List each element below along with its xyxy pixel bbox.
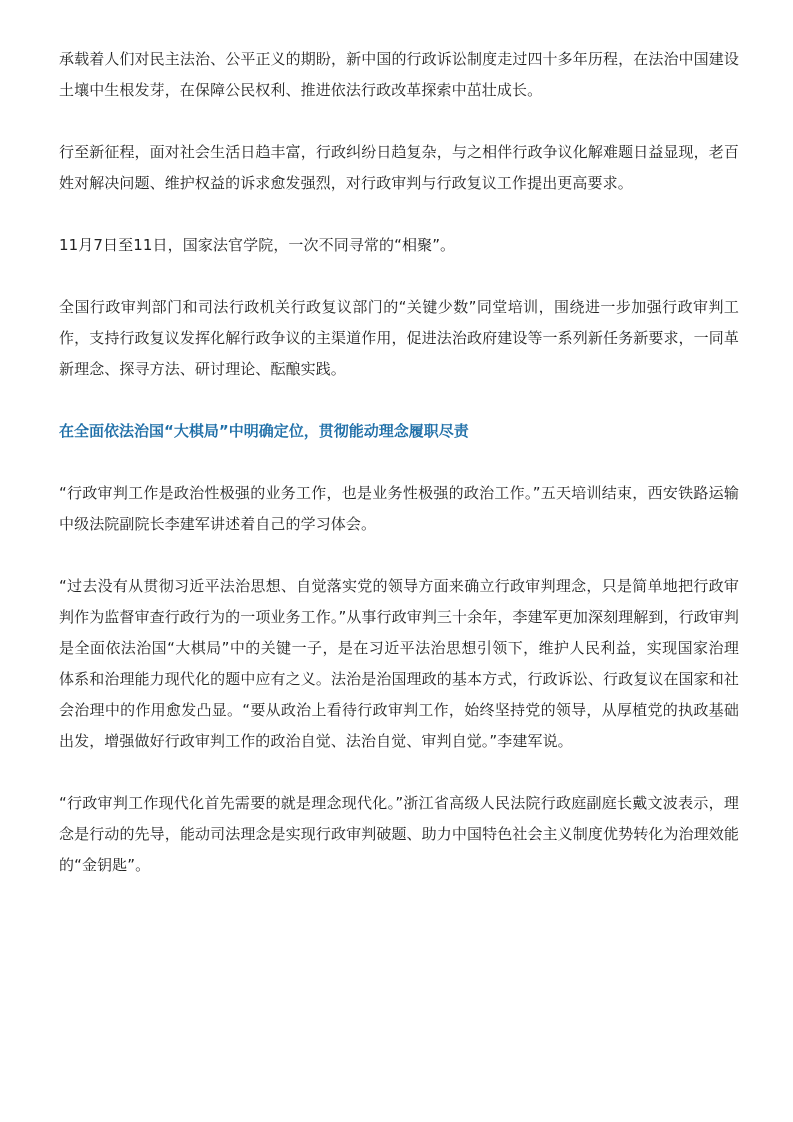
paragraph-intro: 承载着人们对民主法治、公平正义的期盼，新中国的行政诉讼制度走过四十多年历程，在法治中国建设土壤中生根发芽，在保障公民权利、推进依法行政改革探索中茁壮成长。 (59, 50, 739, 99)
paragraph-date: 11月7日至11日，国家法官学院，一次不同寻常的“相聚”。 (59, 236, 456, 254)
paragraph-training: 全国行政审判部门和司法行政机关行政复议部门的“关键少数”同堂培训，围绕进一步加强行政审判工作，支持行政复议发挥化解行政争议的主渠道作用，促进法治政府建设等一系列新任务新要求，一同革新理念、探寻方法、研讨理论、酝酿实践。 (59, 298, 739, 378)
section-heading: 在全面依法治国“大棋局”中明确定位，贯彻能动理念履职尽责 (59, 422, 469, 440)
article-body (59, 44, 739, 881)
paragraph-quote-li: “行政审判工作是政治性极强的业务工作，也是业务性极强的政治工作。”五天培训结束，西安铁路运输中级法院副院长李建军讲述着自己的学习体会。 (59, 484, 739, 533)
paragraph-quote-dai: “行政审判工作现代化首先需要的就是理念现代化。”浙江省高级人民法院行政庭副庭长戴文波表示，理念是行动的先导，能动司法理念是实现行政审判破题、助力中国特色社会主义制度优势转化为治理效能的“金钥匙”。 (59, 794, 739, 874)
paragraph-new-journey: 行至新征程，面对社会生活日趋丰富，行政纠纷日趋复杂，与之相伴行政争议化解难题日益显现，老百姓对解决问题、维护权益的诉求愈发强烈，对行政审判与行政复议工作提出更高要求。 (59, 143, 739, 192)
paragraph-li-reflection: “过去没有从贯彻习近平法治思想、自觉落实党的领导方面来确立行政审判理念，只是简单地把行政审判作为监督审查行政行为的一项业务工作。”从事行政审判三十余年，李建军更加深刻理解到，行政审判是全面依法治国“大棋局”中的关键一子，是在习近平法治思想引领下，维护人民利益，实现国家治理体系和治理能力现代化的题中应有之义。法治是治国理政的基本方式，行政诉讼、行政复议在国家和社会治理中的作用愈发凸显。“要从政治上看待行政审判工作，始终坚持党的领导，从厚植党的执政基础出发，增强做好行政审判工作的政治自觉、法治自觉、审判自觉。”李建军说。 (59, 577, 739, 750)
